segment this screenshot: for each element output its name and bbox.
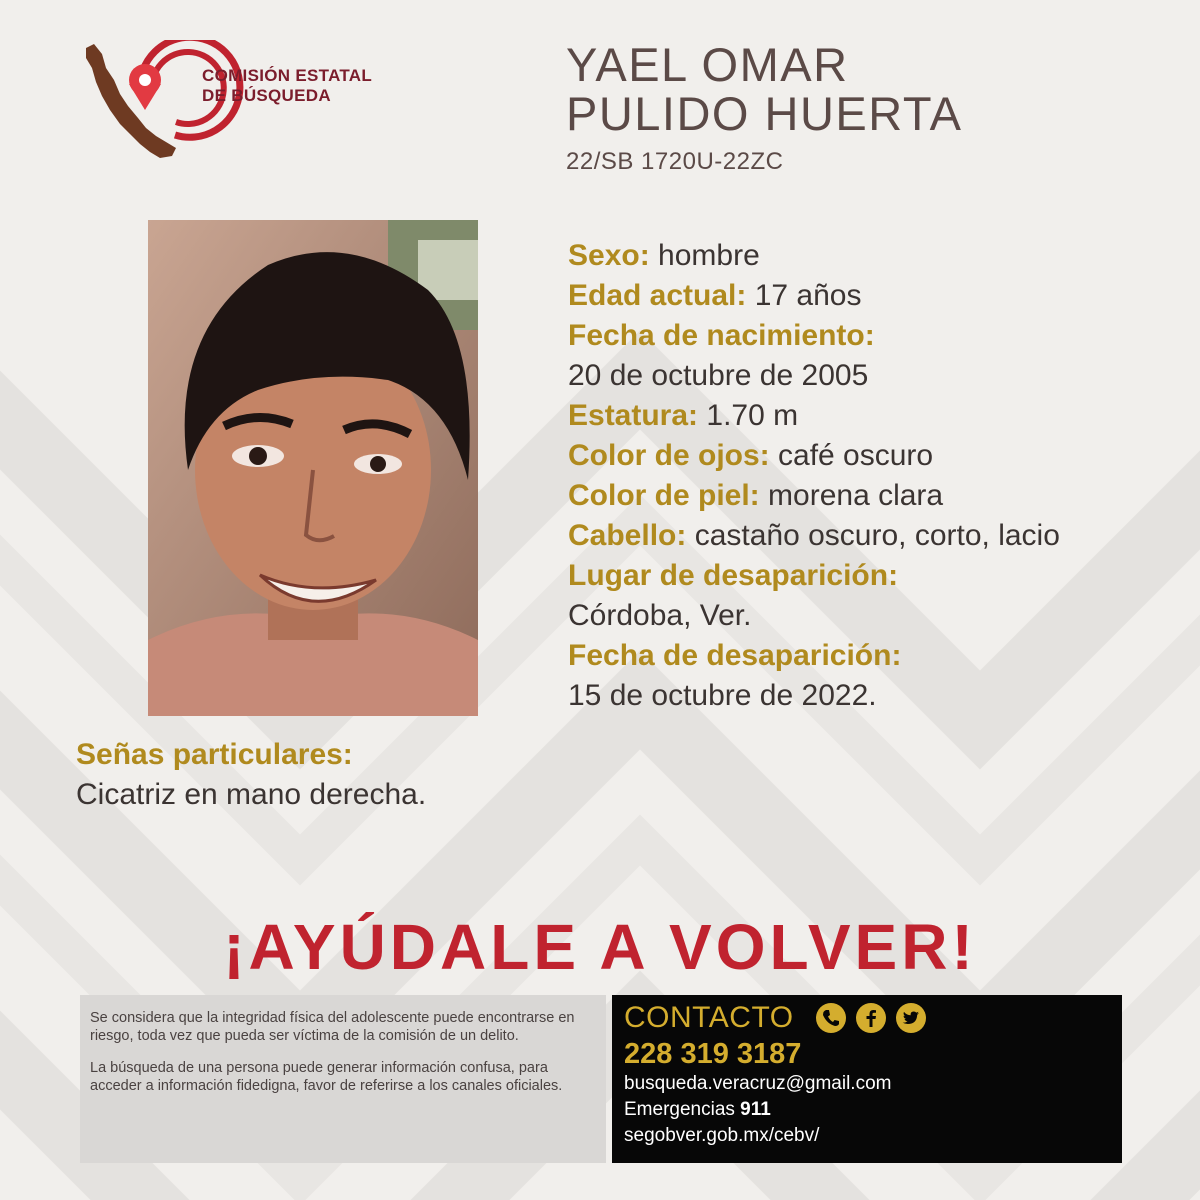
person-name-last: PULIDO HUERTA: [566, 87, 963, 140]
contact-email[interactable]: busqueda.veracruz@gmail.com: [624, 1073, 892, 1094]
person-name-first: YAEL OMAR: [566, 38, 849, 91]
senas-label: Señas particulares:: [76, 738, 353, 771]
contact-title-row: [624, 1001, 1110, 1035]
cabello-label: Cabello:: [568, 519, 687, 552]
lugar-label: Lugar de desaparición:: [568, 559, 899, 592]
sexo-value: hombre: [658, 239, 760, 272]
fecha-desaparicion-value: 15 de octubre de 2022.: [568, 679, 877, 712]
disclaimer-paragraph-1: Se considera que la integridad física del adolescente puede encontrarse en riesgo, toda vez que pueda ser víctima de la comisión de un delito.: [90, 1010, 575, 1044]
detail-sexo: [568, 236, 1188, 276]
senas-value: Cicatriz en mano derecha.: [76, 778, 427, 811]
contact-website[interactable]: segobver.gob.mx/cebv/: [624, 1125, 820, 1146]
facebook-icon[interactable]: [856, 1003, 886, 1033]
organization-name-line1: COMISIÓN ESTATAL: [202, 66, 373, 85]
call-to-action-heading: ¡AYÚDALE A VOLVER!: [223, 911, 977, 983]
disclaimer-box: [80, 995, 606, 1163]
piel-value: morena clara: [768, 479, 944, 512]
fecha-desaparicion-label: Fecha de desaparición:: [568, 639, 902, 672]
emergency-label: Emergencias: [624, 1099, 735, 1120]
emergency-number: 911: [740, 1099, 771, 1120]
estatura-label: Estatura:: [568, 399, 699, 432]
piel-label: Color de piel:: [568, 479, 760, 512]
contact-box: [612, 995, 1122, 1163]
sexo-label: Sexo:: [568, 239, 650, 272]
contact-phone[interactable]: 228 319 3187: [624, 1038, 802, 1070]
nacimiento-value: 20 de octubre de 2005: [568, 359, 869, 392]
contact-title: CONTACTO: [624, 1001, 794, 1034]
ojos-label: Color de ojos:: [568, 439, 770, 472]
detail-edad: [568, 276, 1188, 316]
disclaimer-paragraph-2: La búsqueda de una persona puede generar información confusa, para acceder a información fidedigna, favor de referirse a los canales oficiales.: [90, 1060, 563, 1094]
phone-icon: [816, 1003, 846, 1033]
estatura-value: 1.70 m: [706, 399, 799, 432]
detail-estatura: [568, 396, 1188, 436]
person-photo: [148, 220, 478, 716]
organization-name-line2: DE BÚSQUEDA: [202, 86, 331, 105]
ojos-value: café oscuro: [778, 439, 934, 472]
edad-value: 17 años: [754, 279, 862, 312]
cabello-value: castaño oscuro, corto, lacio: [694, 519, 1060, 552]
twitter-icon[interactable]: [896, 1003, 926, 1033]
lugar-value: Córdoba, Ver.: [568, 599, 752, 632]
detail-cabello: [568, 516, 1188, 556]
emergency-line: [624, 1097, 1110, 1123]
senas-particulares: [76, 735, 426, 815]
person-details: [568, 236, 1188, 716]
case-id: 22/SB 1720U-22ZC: [566, 148, 784, 175]
nacimiento-label: Fecha de nacimiento:: [568, 319, 875, 352]
edad-label: Edad actual:: [568, 279, 747, 312]
person-name-block: [566, 40, 962, 176]
organization-name: [202, 66, 372, 106]
detail-piel: [568, 476, 1188, 516]
detail-ojos: [568, 436, 1188, 476]
